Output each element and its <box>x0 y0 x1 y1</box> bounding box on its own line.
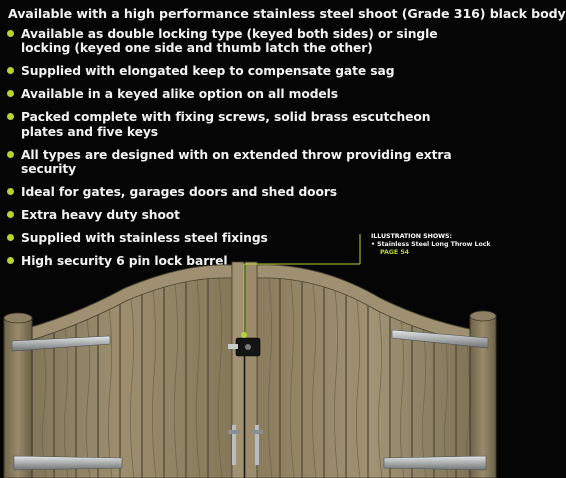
feature-item: Extra heavy duty shoot <box>6 208 476 222</box>
feature-item: Available in a keyed alike option on all models <box>6 87 476 101</box>
feature-item: Supplied with stainless steel fixings <box>6 231 476 245</box>
right-bolt-keep <box>251 430 263 434</box>
callout-item: • Stainless Steel Long Throw Lock <box>371 241 491 248</box>
intro-line: Available with a high performance stainless steel shoot (Grade 316) black body <box>8 6 566 21</box>
feature-item: High security 6 pin lock barrel <box>6 254 476 268</box>
callout-pointer <box>241 332 247 338</box>
illustration-callout <box>371 233 491 257</box>
lock-shoot <box>228 344 238 349</box>
feature-item: All types are designed with on extended throw providing extra security <box>6 148 476 177</box>
right-post-cap <box>470 311 496 321</box>
keyhole-icon <box>245 344 251 350</box>
feature-item: Packed complete with fixing screws, solid brass escutcheon plates and five keys <box>6 110 476 139</box>
callout-page-link[interactable]: PAGE 54 <box>380 249 409 256</box>
left-bolt-keep <box>228 430 240 434</box>
right-lower-hinge <box>384 456 486 470</box>
feature-item: Available as double locking type (keyed both sides) or single locking (keyed one side and thumb latch the other) <box>6 27 476 56</box>
left-lower-hinge <box>14 456 122 470</box>
left-post-cap <box>4 313 32 323</box>
feature-item: Ideal for gates, garages doors and shed doors <box>6 185 476 199</box>
callout-title: ILLUSTRATION SHOWS: <box>371 233 452 240</box>
feature-item: Supplied with elongated keep to compensate gate sag <box>6 64 476 78</box>
